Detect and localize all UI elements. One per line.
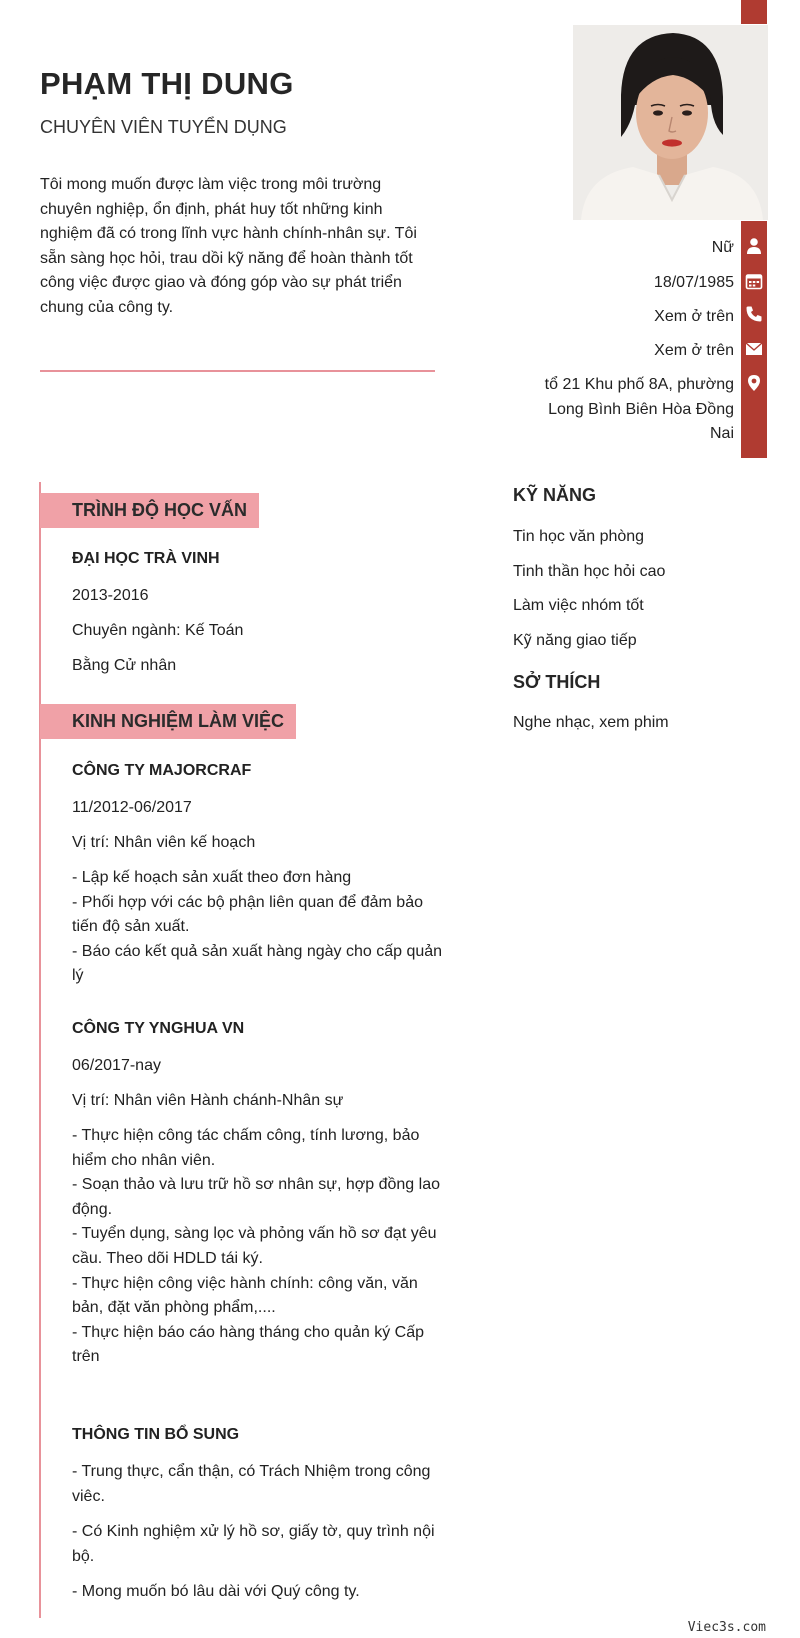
additional-item: - Có Kinh nghiệm xử lý hồ sơ, giấy tờ, quy trình nội bộ. [72,1523,435,1565]
profile-photo [573,25,768,220]
calendar-icon [745,272,763,290]
portrait-illustration [573,25,768,220]
birthdate-value: 18/07/1985 [653,274,734,291]
additional-heading: THÔNG TIN BỔ SUNG [72,1426,240,1443]
location-icon [745,374,763,392]
experience-heading: KINH NGHIỆM LÀM VIỆC [40,704,296,739]
skills-heading: KỸ NĂNG [513,485,597,505]
summary-divider [40,370,435,372]
timeline-line [39,482,41,1618]
job-description: - Lập kế hoạch sản xuất theo đơn hàng - Phối hợp với các bộ phận liên quan để đảm bảo tiến độ sản xuất. - Báo cáo kết quả sản xuất hàng ngày cho cấp quản lý [72,869,443,985]
hobbies-text: Nghe nhạc, xem phim [513,714,669,731]
phone-icon [745,305,763,323]
skill-item: Tin học văn phòng [513,528,645,545]
additional-item: - Mong muốn bó lâu dài với Quý công ty. [72,1583,360,1600]
education-heading: TRÌNH ĐỘ HỌC VẤN [40,493,259,528]
accent-bar-top [741,0,767,24]
email-value: Xem ở trên [654,342,734,359]
career-objective: Tôi mong muốn được làm việc trong môi trường chuyên nghiệp, ổn định, phát huy tốt những kinh nghiệm đã có trong lĩnh vực hành chính-nhân sự. Tôi sẵn sàng học hỏi, trau dồi kỹ năng để hoàn thành tốt công việc được giao và đóng góp vào sự phát triển chung của công ty. [40,176,417,316]
job-description: - Thực hiện công tác chấm công, tính lương, bảo hiểm cho nhân viên. - Soạn thảo và lưu trữ hồ sơ nhân sự, hợp đồng lao động. - Tuyển dụng, sàng lọc và phỏng vấn hồ sơ đạt yêu cầu. Theo dõi HDLD tái ký. - Thực hiện công việc hành chính: công văn, văn bản, đặt văn phòng phẩm,.... - Thực hiện báo cáo hàng tháng cho quản ký Cấp trên [72,1127,440,1366]
job-position: Vị trí: Nhân viên Hành chánh-Nhân sự [72,1092,344,1109]
school-name: ĐẠI HỌC TRÀ VINH [72,550,220,567]
skill-item: Tinh thần học hỏi cao [513,563,666,580]
watermark: Viec3s.com [687,1620,766,1635]
phone-value: Xem ở trên [654,308,734,325]
education-period: 2013-2016 [72,587,149,604]
job-title: CHUYÊN VIÊN TUYỂN DỤNG [40,117,287,137]
job-company: CÔNG TY MAJORCRAF [72,762,252,779]
skill-item: Kỹ năng giao tiếp [513,632,637,649]
education-degree: Bằng Cử nhân [72,657,177,674]
skill-item: Làm việc nhóm tốt [513,597,644,614]
hobbies-heading: SỞ THÍCH [513,672,601,692]
education-major: Chuyên ngành: Kế Toán [72,622,244,639]
address-value: tổ 21 Khu phố 8A, phường Long Bình Biên Hòa Đồng Nai [544,376,734,442]
additional-item: - Trung thực, cẩn thận, có Trách Nhiệm trong công viêc. [72,1463,431,1505]
person-icon [745,237,763,255]
job-period: 11/2012-06/2017 [72,799,192,816]
candidate-name: PHẠM THỊ DUNG [40,66,294,101]
mail-icon [745,340,763,358]
gender-value: Nữ [711,239,734,256]
job-period: 06/2017-nay [72,1057,161,1074]
job-position: Vị trí: Nhân viên kế hoạch [72,834,256,851]
job-company: CÔNG TY YNGHUA VN [72,1020,245,1037]
